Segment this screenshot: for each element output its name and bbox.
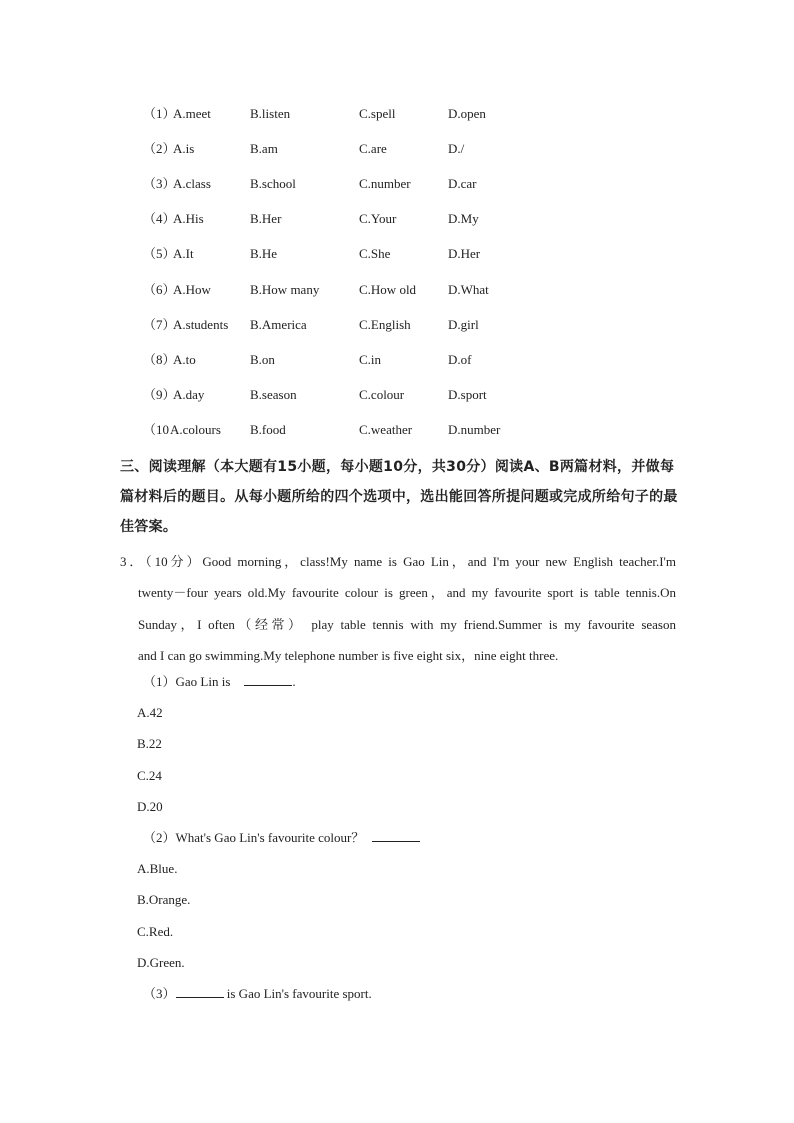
option-b: B.school <box>250 176 296 191</box>
question-end: . <box>292 674 296 689</box>
question-number: （2） <box>143 141 176 156</box>
question-text: （2）What's Gao Lin's favourite colour？ <box>143 830 365 845</box>
option-b: B.He <box>250 246 278 261</box>
passage-line-4: and I can go swimming.My telephone number is five eight six，nine eight three. <box>138 647 559 663</box>
question-1-option-c: C.24 <box>137 768 162 783</box>
question-2-option-c: C.Red. <box>137 924 174 939</box>
option-c: C.are <box>359 141 387 156</box>
option-b: B.America <box>250 317 307 332</box>
question-number: （9） <box>143 387 176 402</box>
option-a: A.students <box>173 317 229 332</box>
option-c: C.spell <box>359 106 396 121</box>
passage-text: Good morning，class!My name is Gao Lin，and I'm your new English teacher.I'm <box>202 554 676 569</box>
question-text: （1）Gao Lin is <box>143 674 231 689</box>
question-number: （1） <box>143 106 176 121</box>
question-number: （7） <box>143 317 176 332</box>
option-c: C.colour <box>359 387 405 402</box>
question-number: 3．（10分） <box>120 554 203 569</box>
question-number: （10 <box>143 422 170 437</box>
passage-line-2: twenty－four years old.My favourite colour is green，and my favourite sport is table tennis.On <box>138 585 676 601</box>
option-d: D.car <box>448 176 477 191</box>
question-number: （6） <box>143 282 176 297</box>
question-1-option-a: A.42 <box>137 705 163 720</box>
question-2-option-d: D.Green. <box>137 955 185 970</box>
question-2-option-a: A.Blue. <box>137 861 178 876</box>
option-b: B.Her <box>250 211 282 226</box>
question-1-stem <box>143 673 296 691</box>
answer-blank <box>176 985 224 998</box>
option-a: A.How <box>173 282 211 297</box>
option-a: A.to <box>173 352 196 367</box>
question-2-option-b: B.Orange. <box>137 892 191 907</box>
option-b: B.How many <box>250 282 320 297</box>
question-text: is Gao Lin's favourite sport. <box>223 986 372 1001</box>
question-1-option-b: B.22 <box>137 736 162 751</box>
option-d: D.open <box>448 106 486 121</box>
option-b: B.food <box>250 422 286 437</box>
option-c: C.She <box>359 246 391 261</box>
option-d: D./ <box>448 141 465 156</box>
question-number: （8） <box>143 352 176 367</box>
question-number: （5） <box>143 246 176 261</box>
passage-line-3: Sunday，I often（经常） play table tennis with my friend.Summer is my favourite season <box>138 616 676 632</box>
option-b: B.season <box>250 387 297 402</box>
section-heading: 三、阅读理解（本大题有15小题，每小题10分，共30分）阅读A、B两篇材料，并做每篇材料后的题目。从每小题所给的四个选项中，选出能回答所提问题或完成所给句子的最佳答案。 <box>120 459 678 535</box>
option-a: A.day <box>173 387 205 402</box>
passage-line-1 <box>120 546 676 577</box>
question-number: （4） <box>143 211 176 226</box>
answer-blank <box>372 829 420 842</box>
option-a: A.colours <box>170 422 221 437</box>
question-number: （3） <box>143 986 176 1001</box>
option-c: C.in <box>359 352 382 367</box>
option-a: A.class <box>173 176 211 191</box>
option-d: D.My <box>448 211 479 226</box>
option-d: D.sport <box>448 387 487 402</box>
question-3-stem <box>143 985 372 1003</box>
question-2-stem <box>143 829 420 847</box>
option-b: B.listen <box>250 106 291 121</box>
option-b: B.on <box>250 352 275 367</box>
option-c: C.Your <box>359 211 397 226</box>
option-a: A.It <box>173 246 194 261</box>
option-c: C.number <box>359 176 411 191</box>
option-d: D.Her <box>448 246 481 261</box>
option-c: C.English <box>359 317 411 332</box>
option-a: A.is <box>173 141 195 156</box>
option-c: C.weather <box>359 422 413 437</box>
option-c: C.How old <box>359 282 417 297</box>
reading-passage <box>120 546 676 671</box>
answer-blank <box>244 673 292 686</box>
option-a: A.meet <box>173 106 211 121</box>
option-a: A.His <box>173 211 204 226</box>
option-d: D.number <box>448 422 501 437</box>
question-1-option-d: D.20 <box>137 799 163 814</box>
option-d: D.of <box>448 352 472 367</box>
option-b: B.am <box>250 141 278 156</box>
option-d: D.girl <box>448 317 479 332</box>
option-d: D.What <box>448 282 489 297</box>
question-number: （3） <box>143 176 176 191</box>
